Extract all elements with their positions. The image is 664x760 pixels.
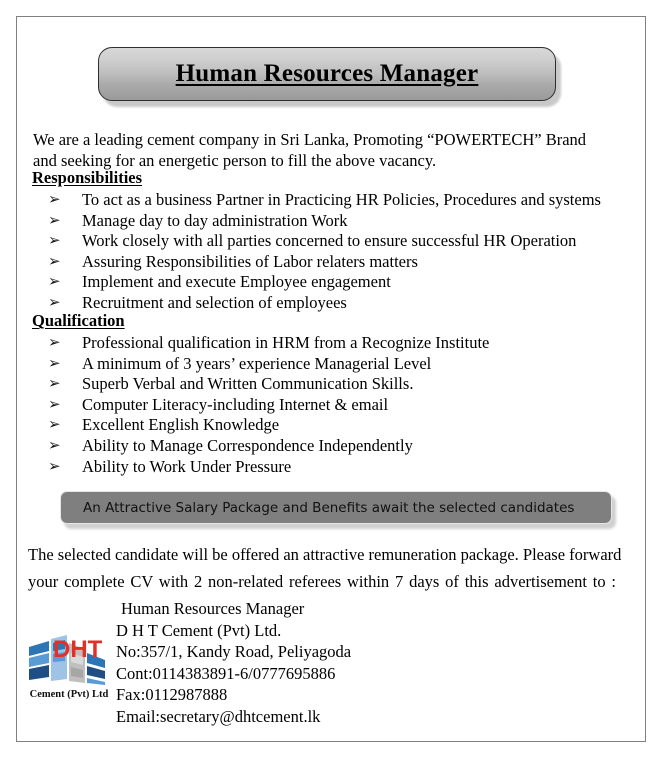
arrowhead-bullet-icon: ➢ — [48, 396, 61, 413]
section-heading-responsibilities: Responsibilities — [32, 168, 143, 187]
list-item — [48, 457, 614, 478]
list-item — [48, 333, 614, 354]
company-logo — [27, 633, 111, 705]
list-item — [48, 190, 614, 211]
contact-address-block — [116, 598, 351, 727]
list-item-label: Excellent English Knowledge — [82, 415, 280, 435]
address-line-email[interactable]: Email:secretary@dhtcement.lk — [116, 706, 321, 726]
address-line-fax: Fax:0112987888 — [116, 685, 228, 704]
arrowhead-bullet-icon: ➢ — [48, 233, 61, 250]
arrowhead-bullet-icon: ➢ — [48, 274, 61, 291]
address-line: Human Resources Manager — [121, 599, 305, 618]
job-title-box — [98, 47, 556, 101]
list-item-label: Work closely with all parties concerned to ensure successful HR Operation — [82, 231, 577, 251]
list-item — [48, 354, 614, 375]
list-item-label: Professional qualification in HRM from a Recognize Institute — [82, 333, 490, 352]
list-item-label: Ability to Work Under Pressure — [82, 456, 292, 476]
arrowhead-bullet-icon: ➢ — [48, 417, 61, 434]
job-title-plaque — [98, 47, 556, 101]
salary-banner — [60, 491, 612, 524]
logo-caption: Cement (Pvt) Ltd — [29, 689, 109, 700]
arrowhead-bullet-icon: ➢ — [48, 212, 61, 229]
list-item — [48, 395, 614, 416]
arrowhead-bullet-icon: ➢ — [48, 458, 61, 475]
list-item-label: Implement and execute Employee engagement — [82, 272, 391, 292]
arrowhead-bullet-icon: ➢ — [48, 437, 61, 454]
salary-banner-label: An Attractive Salary Package and Benefits await the selected candidates — [83, 499, 575, 516]
section-heading-qualification: Qualification — [32, 311, 125, 330]
closing-paragraph-line-2: your complete CV with 2 non-related referees within 7 days of this advertisement to : — [28, 572, 616, 591]
address-line-phone: Cont:0114383891-6/0777695886 — [116, 663, 336, 683]
arrowhead-bullet-icon: ➢ — [48, 253, 61, 270]
closing-paragraph-line-1: The selected candidate will be offered an attractive remuneration package. Please forward — [28, 545, 622, 564]
arrowhead-bullet-icon: ➢ — [48, 192, 61, 208]
list-item-label: Ability to Manage Correspondence Independently — [82, 435, 413, 455]
list-item — [48, 436, 614, 457]
list-item-label: Recruitment and selection of employees — [82, 292, 347, 312]
salary-banner-box — [60, 491, 612, 524]
arrowhead-bullet-icon: ➢ — [48, 355, 61, 372]
list-item-label: Manage day to day administration Work — [82, 210, 348, 230]
list-item-label: Computer Literacy-including Internet & email — [82, 394, 389, 414]
arrowhead-bullet-icon: ➢ — [48, 335, 61, 351]
arrowhead-bullet-icon: ➢ — [48, 376, 61, 393]
list-item-label: A minimum of 3 years’ experience Managerial Level — [82, 353, 432, 373]
address-line: No:357/1, Kandy Road, Peliyagoda — [116, 642, 352, 661]
list-item-label: Assuring Responsibilities of Labor relaters matters — [82, 251, 418, 271]
svg-text:DHT: DHT — [53, 636, 103, 663]
responsibilities-list — [48, 190, 614, 314]
dht-building-logo-icon — [27, 633, 111, 689]
list-item-label: Superb Verbal and Written Communication Skills. — [82, 374, 414, 394]
page-title: Human Resources Manager — [175, 60, 479, 87]
list-item — [48, 272, 614, 293]
arrowhead-bullet-icon: ➢ — [48, 294, 61, 311]
list-item — [48, 231, 614, 252]
intro-paragraph: We are a leading cement company in Sri Lanka, Promoting “POWERTECH” Brand and seeking for an energetic person to fill the above vacancy. — [33, 129, 587, 170]
list-item — [48, 211, 614, 232]
list-item — [48, 415, 614, 436]
list-item — [48, 293, 614, 314]
list-item — [48, 252, 614, 273]
address-line: D H T Cement (Pvt) Ltd. — [116, 620, 282, 640]
list-item — [48, 374, 614, 395]
qualification-list — [48, 333, 614, 477]
list-item-label: To act as a business Partner in Practicing HR Policies, Procedures and systems — [82, 190, 601, 209]
